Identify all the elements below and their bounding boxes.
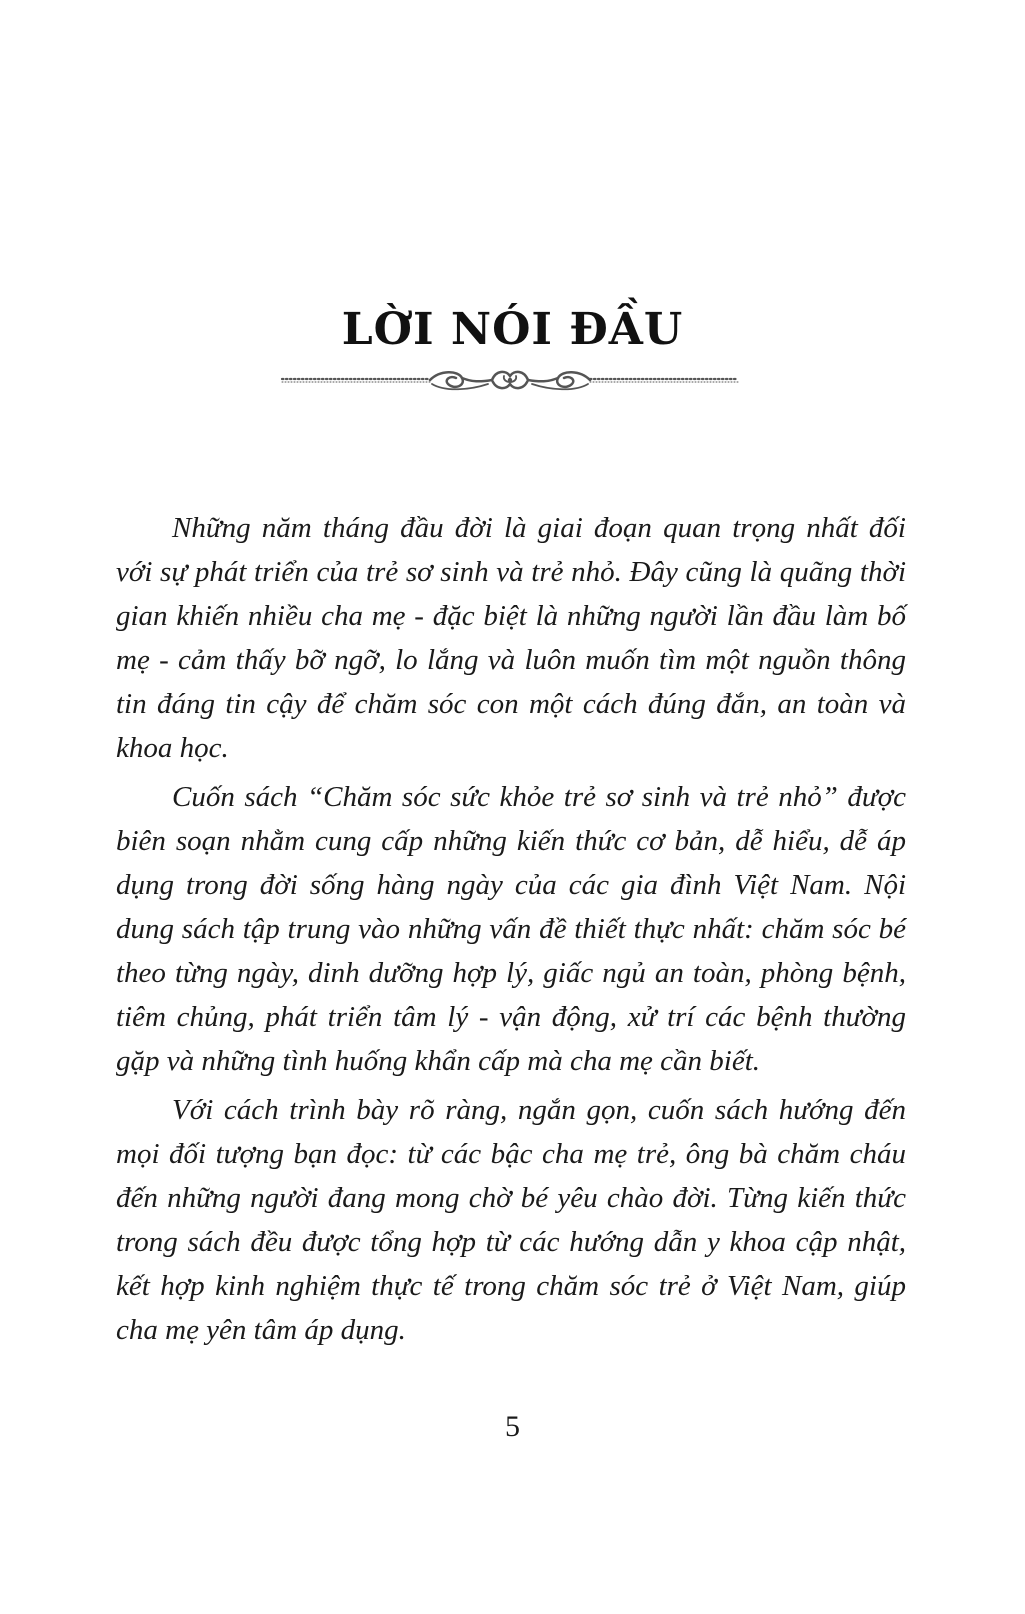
flourish-divider-icon [280, 366, 740, 398]
preface-body [116, 506, 906, 1357]
paragraph: Với cách trình bày rõ ràng, ngắn gọn, cuốn sách hướng đến mọi đối tượng bạn đọc: từ các bậc cha mẹ trẻ, ông bà chăm cháu đến những người đang mong chờ bé yêu chào đời. Từng kiến thức trong sách đều được tổng hợp từ các hướng dẫn y khoa cập nhật, kết hợp kinh nghiệm thực tế trong chăm sóc trẻ ở Việt Nam, giúp cha mẹ yên tâm áp dụng. [116, 1094, 906, 1346]
paragraph: Những năm tháng đầu đời là giai đoạn quan trọng nhất đối với sự phát triển của trẻ sơ sinh và trẻ nhỏ. Đây cũng là quãng thời gian khiến nhiều cha mẹ - đặc biệt là những người lần đầu làm bố mẹ - cảm thấy bỡ ngỡ, lo lắng và luôn muốn tìm một nguồn thông tin đáng tin cậy để chăm sóc con một cách đúng đắn, an toàn và khoa học. [116, 512, 906, 764]
paragraph: Cuốn sách “Chăm sóc sức khỏe trẻ sơ sinh và trẻ nhỏ” được biên soạn nhằm cung cấp những kiến thức cơ bản, dễ hiểu, dễ áp dụng trong đời sống hàng ngày của các gia đình Việt Nam. Nội dung sách tập trung vào những vấn đề thiết thực nhất: chăm sóc bé theo từng ngày, dinh dưỡng hợp lý, giấc ngủ an toàn, phòng bệnh, tiêm chủng, phát triển tâm lý - vận động, xử trí các bệnh thường gặp và những tình huống khẩn cấp mà cha mẹ cần biết. [116, 781, 906, 1077]
chapter-title: LỜI NÓI ĐẦU [341, 304, 684, 355]
page-number: 5 [505, 1410, 520, 1443]
